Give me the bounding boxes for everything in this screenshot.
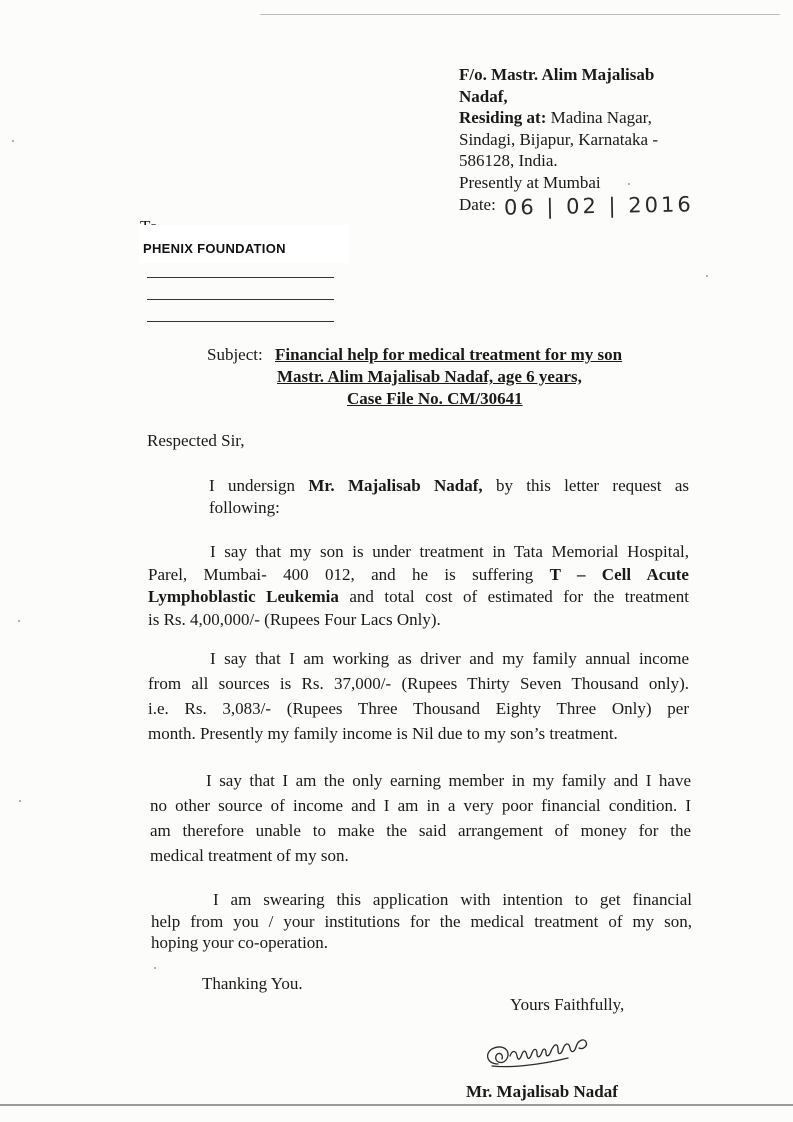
- text-run-bold: Mr. Majalisab Nadaf,: [308, 476, 483, 495]
- sender-line: Nadaf,: [459, 86, 508, 106]
- scan-speck: [12, 140, 14, 142]
- paragraph-line: i.e. Rs. 3,083/- (Rupees Three Thousand Eighty Three Only) per: [148, 699, 689, 718]
- paragraph-line: I am swearing this application with intention to get financial: [213, 890, 692, 909]
- paragraph-line: no other source of income and I am in a very poor financial condition. I: [150, 796, 691, 815]
- residing-label: Residing at:: [459, 108, 547, 127]
- subject-label: Subject:: [207, 345, 263, 364]
- paragraph-line: I say that my son is under treatment in Tata Memorial Hospital,: [210, 542, 689, 561]
- paragraph-line: [148, 564, 689, 587]
- address-blank-line: [147, 277, 334, 278]
- paragraph-line: I say that I am working as driver and my family annual income: [210, 649, 689, 668]
- scan-edge-bottom: [0, 1104, 793, 1106]
- subject-line: Financial help for medical treatment for my son: [275, 345, 623, 364]
- paragraph-appeal: [151, 889, 692, 954]
- paragraph-request: [209, 475, 689, 519]
- sender-line: 586128, India.: [459, 151, 558, 170]
- paragraph-line: hoping your co-operation.: [151, 933, 329, 952]
- paragraph-diagnosis: [148, 541, 689, 631]
- handwritten-signature: [480, 1034, 600, 1074]
- address-blank-line: [147, 321, 334, 322]
- text-run: I undersign: [209, 476, 309, 495]
- text-run-bold: Lymphoblastic Leukemia: [148, 587, 339, 606]
- paragraph-line: I say that I am the only earning member in my family and I have: [206, 771, 691, 790]
- date-value: 06 | 02 | 2016: [503, 192, 695, 220]
- sender-line: F/o. Mastr. Alim Majalisab: [459, 65, 655, 84]
- paragraph-line: medical treatment of my son.: [150, 846, 349, 865]
- paragraph-income: [148, 646, 689, 746]
- sender-address-block: [459, 64, 699, 220]
- residing-value: Madina Nagar,: [550, 108, 652, 127]
- date-label: Date:: [459, 195, 496, 214]
- paragraph-line: help from you / your institutions for the medical treatment of my son,: [151, 911, 692, 931]
- scan-speck: [18, 620, 20, 622]
- scan-speck: [706, 275, 708, 277]
- sender-line: Presently at Mumbai: [459, 172, 601, 192]
- sender-line: Sindagi, Bijapur, Karnataka -: [459, 129, 659, 149]
- recipient-box: [139, 225, 349, 263]
- text-run: Parel, Mumbai- 400 012, and he is suffering: [148, 564, 550, 584]
- paragraph-line: [148, 586, 689, 609]
- sender-date: [459, 192, 699, 220]
- subject-line: Case File No. CM/30641: [347, 389, 523, 408]
- paragraph-line: [209, 475, 689, 497]
- closing-line: Yours Faithfully,: [510, 995, 625, 1014]
- scan-edge-top: [260, 14, 780, 15]
- text-run-bold: T – Cell Acute: [549, 564, 689, 584]
- paragraph-condition: [150, 768, 691, 868]
- text-run: and total cost of estimated for the treatment: [338, 587, 689, 606]
- subject-line: Mastr. Alim Majalisab Nadaf, age 6 years,: [277, 367, 582, 386]
- recipient-name: PHENIX FOUNDATION: [143, 241, 286, 256]
- salutation: Respected Sir,: [147, 431, 245, 450]
- scan-speck: [154, 967, 156, 969]
- paragraph-line: following:: [209, 498, 280, 517]
- scan-speck: [19, 800, 21, 802]
- thanking-line: Thanking You.: [202, 974, 303, 993]
- signer-name: Mr. Majalisab Nadaf: [466, 1082, 618, 1101]
- paragraph-line: from all sources is Rs. 37,000/- (Rupees Thirty Seven Thousand only).: [148, 674, 689, 693]
- sender-residing: [459, 107, 699, 129]
- address-blank-line: [147, 299, 334, 300]
- paragraph-line: am therefore unable to make the said arrangement of money for the: [150, 821, 691, 840]
- text-run: by this letter request as: [482, 476, 689, 495]
- paragraph-line: month. Presently my family income is Nil due to my son’s treatment.: [148, 724, 618, 743]
- paragraph-line: is Rs. 4,00,000/- (Rupees Four Lacs Only).: [148, 609, 441, 629]
